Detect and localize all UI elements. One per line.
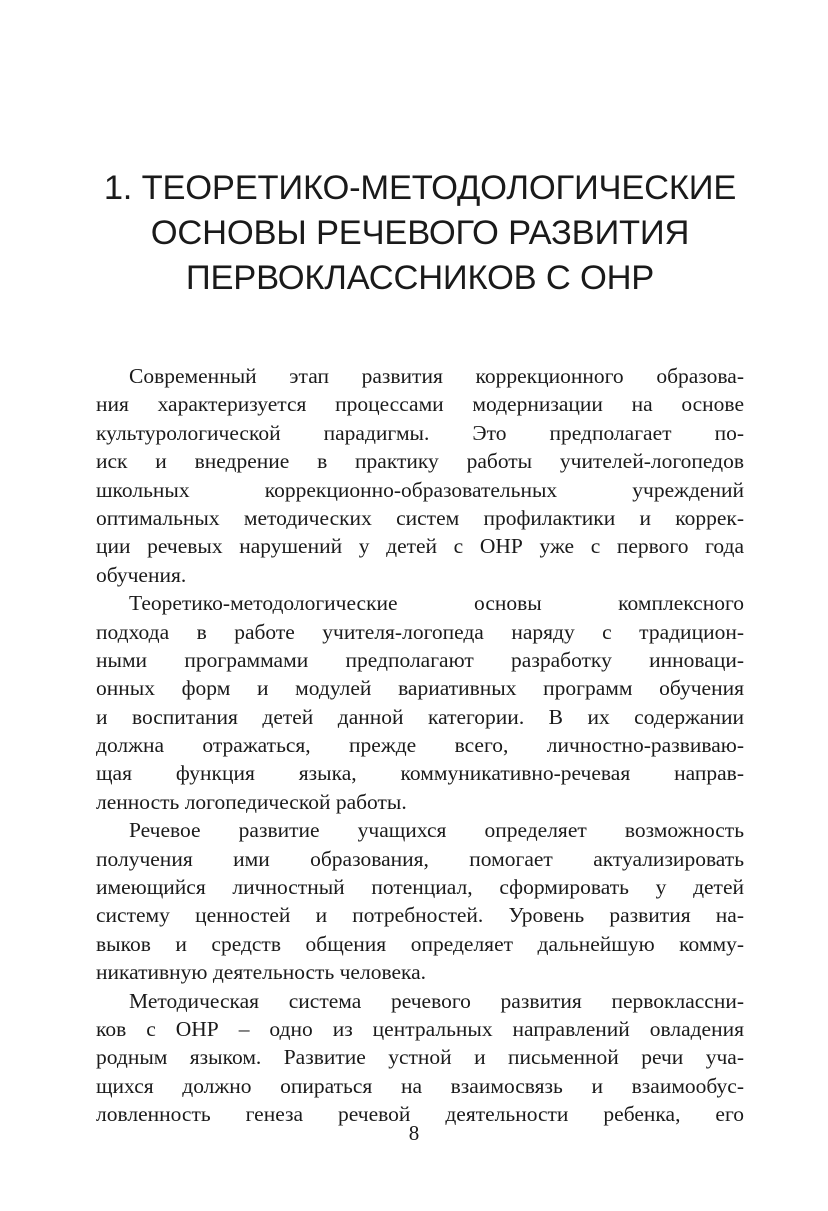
paragraph bbox=[96, 987, 744, 1129]
text-line: имеющийся личностный потенциал, сформировать у детей bbox=[96, 875, 744, 900]
text-line: выков и средств общения определяет дальнейшую комму- bbox=[96, 931, 744, 956]
chapter-title bbox=[70, 166, 770, 301]
text-line: оптимальных методических систем профилактики и коррек- bbox=[96, 505, 744, 530]
chapter-title-line: ПЕРВОКЛАССНИКОВ С ОНР bbox=[185, 259, 655, 297]
text-line: должна отражаться, прежде всего, личностно-развиваю- bbox=[96, 733, 744, 758]
text-line: Теоретико-методологические основы комплексного bbox=[129, 591, 744, 616]
text-line: и воспитания детей данной категории. В их содержании bbox=[96, 704, 744, 729]
text-line: щихся должно опираться на взаимосвязь и взаимообус- bbox=[96, 1073, 744, 1098]
text-line: культурологической парадигмы. Это предполагает по- bbox=[96, 420, 744, 445]
text-line: Речевое развитие учащихся определяет возможность bbox=[129, 818, 744, 843]
text-line: Методическая система речевого развития первоклассни- bbox=[129, 988, 744, 1013]
text-line: школьных коррекционно-образовательных учреждений bbox=[96, 477, 744, 502]
text-line: ции речевых нарушений у детей с ОНР уже с первого года bbox=[96, 534, 744, 559]
text-line: онных форм и модулей вариативных программ обучения bbox=[96, 676, 744, 701]
text-line: Современный этап развития коррекционного образова- bbox=[129, 364, 744, 388]
text-line: родным языком. Развитие устной и письменной речи уча- bbox=[96, 1045, 744, 1070]
text-line: щая функция языка, коммуникативно-речевая направ- bbox=[96, 761, 744, 786]
text-line: ными программами предполагают разработку инноваци- bbox=[96, 647, 744, 672]
page-number: 8 bbox=[408, 1121, 420, 1145]
text-line: систему ценностей и потребностей. Уровень развития на- bbox=[96, 903, 744, 928]
body-text bbox=[96, 362, 744, 1129]
chapter-title-line: ОСНОВЫ РЕЧЕВОГО РАЗВИТИЯ bbox=[150, 214, 690, 252]
text-line: ловленность генеза речевой деятельности ребенка, его bbox=[96, 1102, 744, 1127]
text-line: ленность логопедической работы. bbox=[96, 789, 407, 814]
text-line: обучения. bbox=[96, 562, 187, 587]
text-line: ков с ОНР – одно из центральных направлений овладения bbox=[96, 1016, 744, 1041]
text-line: получения ими образования, помогает актуализировать bbox=[96, 846, 744, 871]
text-line: подхода в работе учителя-логопеда наряду с традицион- bbox=[96, 619, 744, 644]
chapter-title-line: 1. ТЕОРЕТИКО-МЕТОДОЛОГИЧЕСКИЕ bbox=[103, 169, 737, 207]
paragraph bbox=[96, 589, 744, 816]
paragraph bbox=[96, 816, 744, 986]
text-line: ния характеризуется процессами модернизации на основе bbox=[96, 392, 744, 417]
text-line: иск и внедрение в практику работы учителей-логопедов bbox=[96, 449, 744, 474]
paragraph bbox=[96, 362, 744, 589]
text-line: никативную деятельность человека. bbox=[96, 960, 427, 985]
